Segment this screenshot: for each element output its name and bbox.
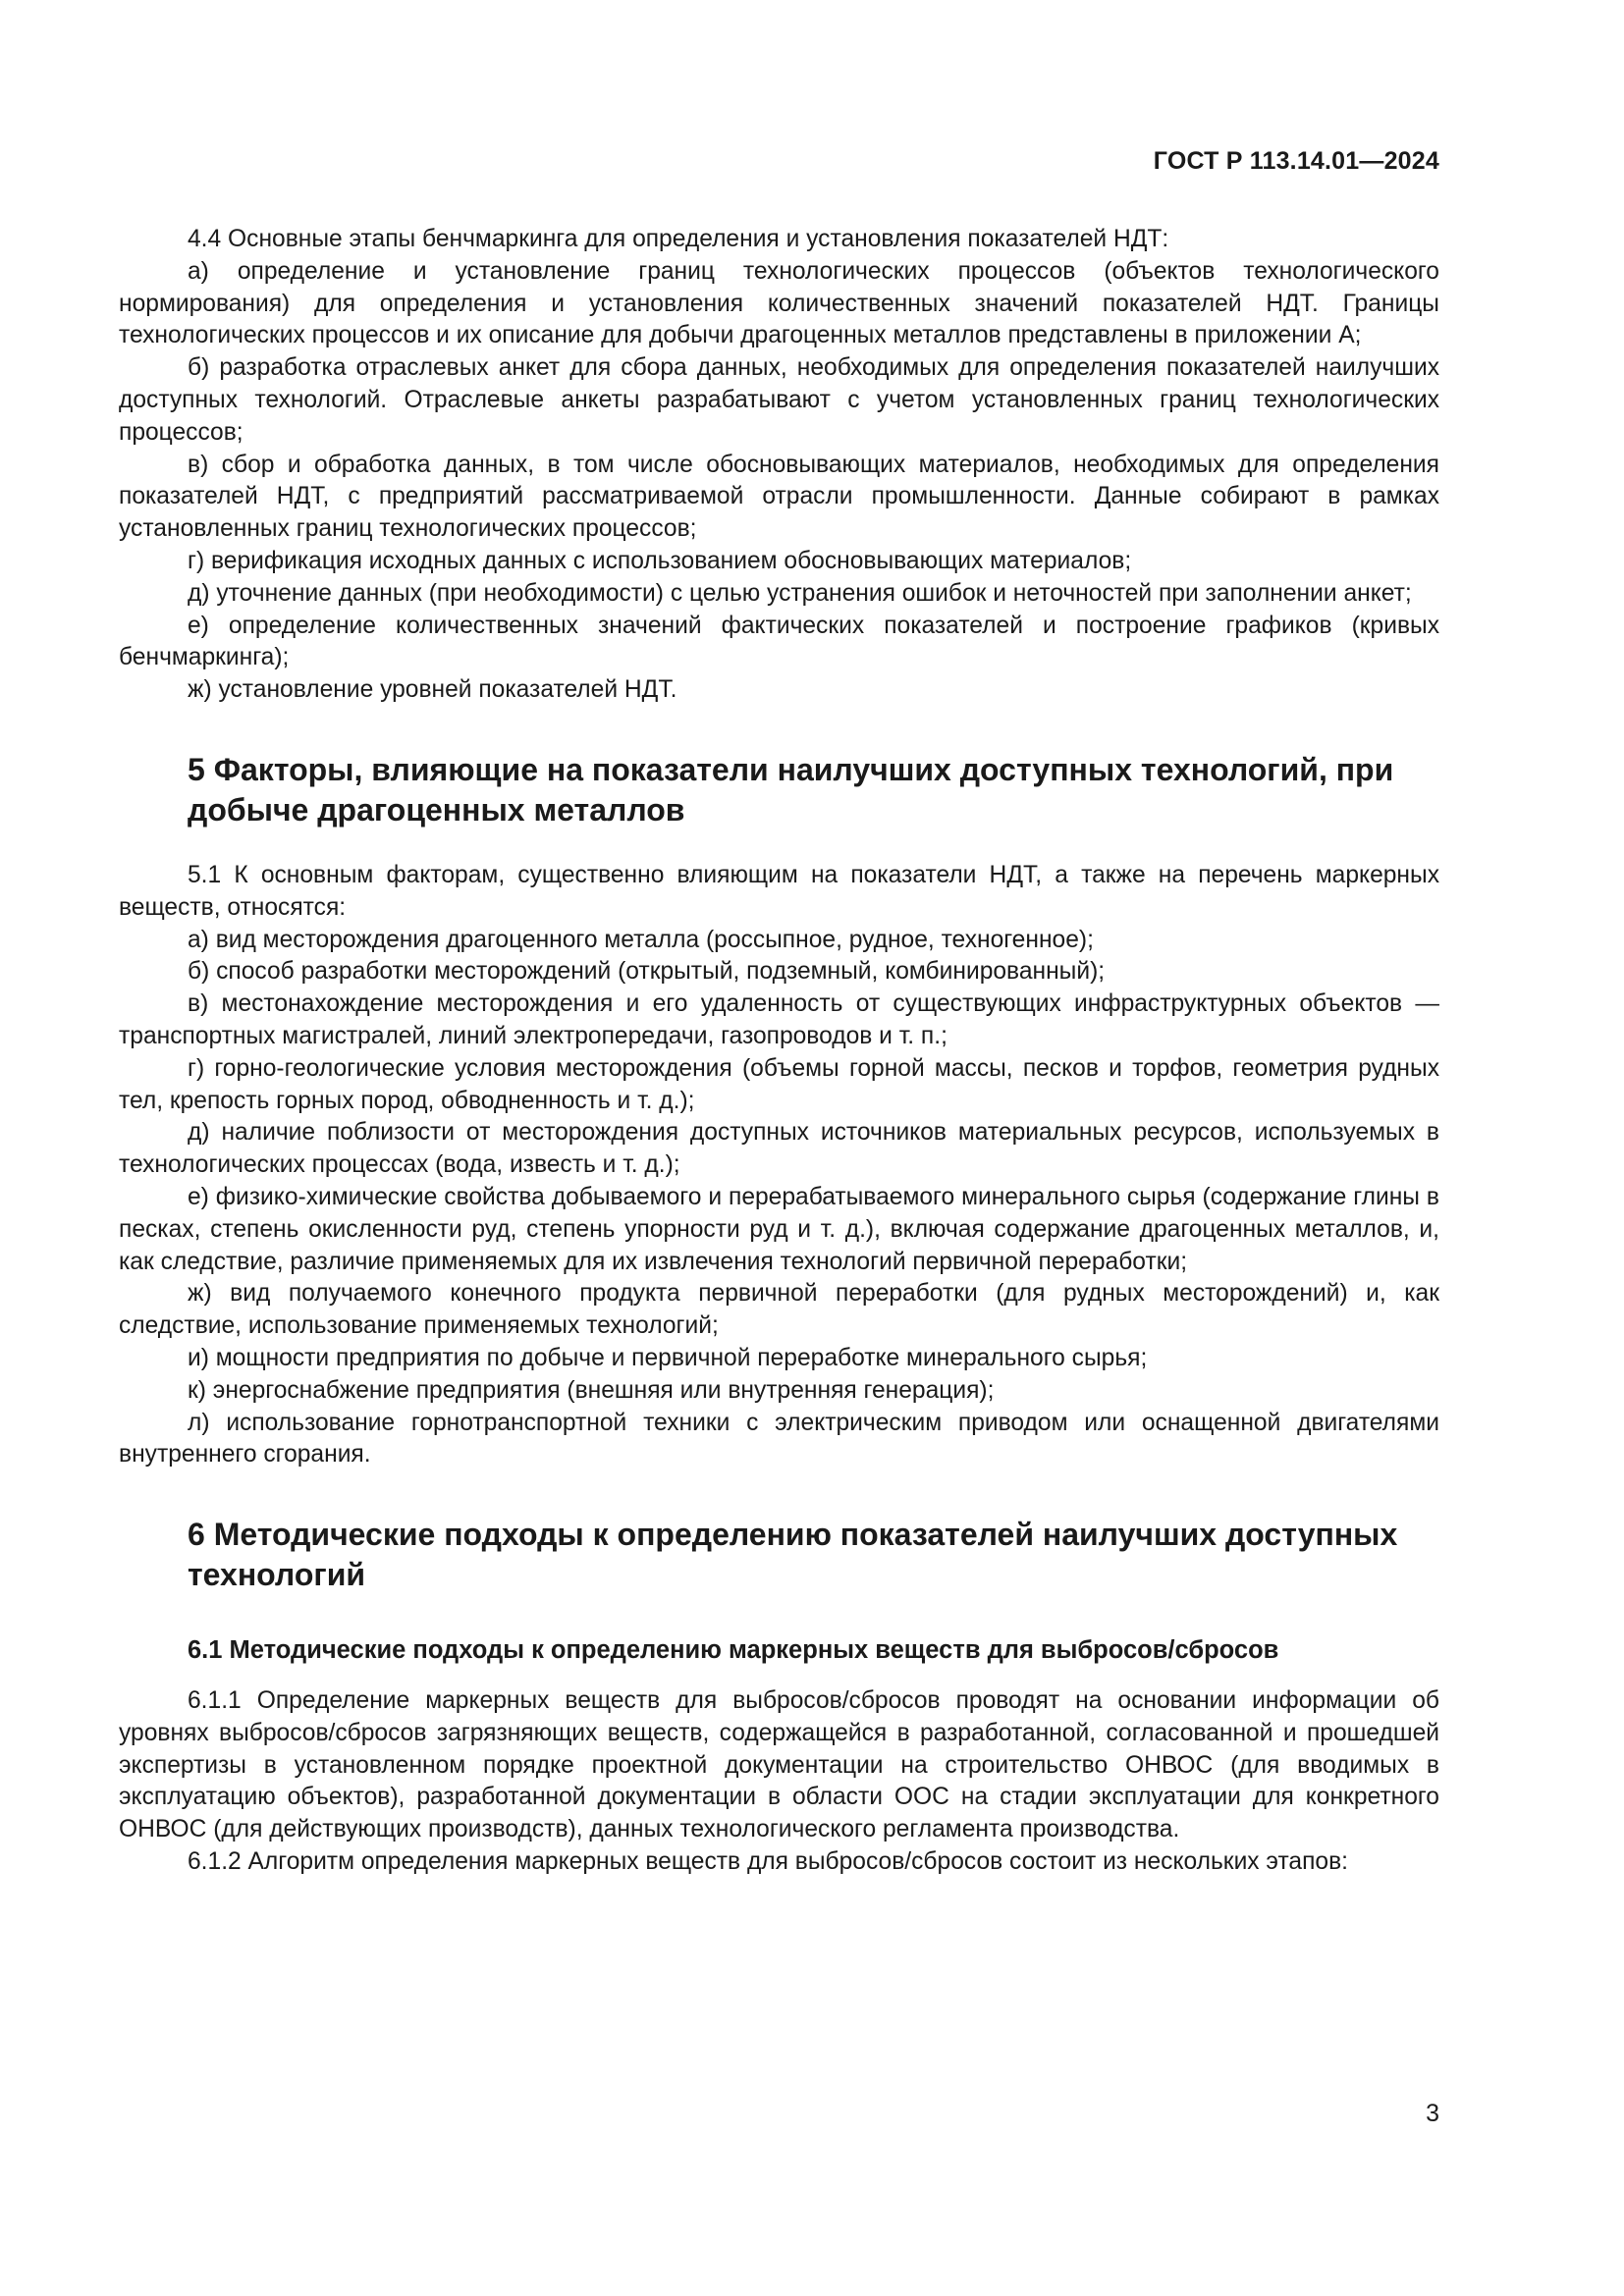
paragraph-6-1-1: 6.1.1 Определение маркерных веществ для выбросов/сбросов проводят на основании информации об уровнях выбросов/сбросов загрязняющих веществ, содержащейся в разработанной, согласованной и прошедшей экспертизы в установленном порядке проектной документации на строительство ОНВОС (для вводимых в эксплуатацию объектов), разработанной документации в области ООС на стадии эксплуатации для конкретного ОНВОС (для действующих производств), данных технологического регламента производства. (119, 1687, 1439, 1843)
list-item-5-1-e: е) физико-химические свойства добываемого и перерабатываемого минерального сырья (содержание глины в песках, степень окисленности руд, степень упорности руд и т. д.), включая содержание драгоценных металлов, и, как следствие, различие применяемых для их извлечения технологий первичной переработки; (119, 1183, 1439, 1275)
section-5-heading: 5 Факторы, влияющие на показатели наилучших доступных технологий, при добыче драгоценных металлов (188, 751, 1394, 828)
list-item-4-4-d: д) уточнение данных (при необходимости) с целью устранения ошибок и неточностей при заполнении анкет; (188, 579, 1412, 607)
list-item-4-4-v: в) сбор и обработка данных, в том числе обосновывающих материалов, необходимых для определения показателей НДТ, с предприятий рассматриваемой отрасли промышленности. Данные собирают в рамках установленных границ технологических процессов; (119, 451, 1439, 543)
paragraph-5-1: 5.1 К основным факторам, существенно влияющим на показатели НДТ, а также на перечень маркерных веществ, относятся: (119, 861, 1439, 921)
list-item-4-4-g: г) верификация исходных данных с использованием обосновывающих материалов; (188, 547, 1132, 574)
list-item-5-1-k: к) энергоснабжение предприятия (внешняя или внутренняя генерация); (188, 1376, 995, 1404)
paragraph-6-1-2: 6.1.2 Алгоритм определения маркерных веществ для выбросов/сбросов состоит из нескольких этапов: (188, 1848, 1349, 1876)
list-item-5-1-l: л) использование горнотранспортной техники с электрическим приводом или оснащенной двигателями внутреннего сгорания. (119, 1409, 1439, 1468)
list-item-5-1-g: г) горно-геологические условия месторождения (объемы горной массы, песков и торфов, геометрия рудных тел, крепость горных пород, обводненность и т. д.); (119, 1054, 1439, 1114)
list-item-5-1-b: б) способ разработки месторождений (открытый, подземный, комбинированный); (188, 958, 1106, 986)
document-body (119, 224, 1439, 1879)
list-item-4-4-e: е) определение количественных значений фактических показателей и построение графиков (кривых бенчмаркинга); (119, 612, 1439, 671)
list-item-5-1-zh: ж) вид получаемого конечного продукта первичной переработки (для рудных месторождений) и, как следствие, использование применяемых технологий; (119, 1280, 1439, 1340)
document-header-id: ГОСТ Р 113.14.01—2024 (1153, 147, 1439, 175)
page-number: 3 (1426, 2100, 1439, 2127)
list-item-5-1-i: и) мощности предприятия по добыче и первичной переработке минерального сырья; (188, 1344, 1148, 1371)
list-item-4-4-a: а) определение и установление границ технологических процессов (объектов технологического нормирования) для определения и установления количественных значений показателей НДТ. Границы технологических процессов и их описание для добычи драгоценных металлов представлены в приложении А; (119, 257, 1439, 349)
list-item-5-1-v: в) местонахождение месторождения и его удаленность от существующих инфраструктурных объектов — транспортных магистралей, линий электропередачи, газопроводов и т. п.; (119, 990, 1439, 1049)
subsection-6-1-heading: 6.1 Методические подходы к определению маркерных веществ для выбросов/сбросов (188, 1636, 1279, 1665)
list-item-4-4-zh: ж) установление уровней показателей НДТ. (188, 676, 677, 704)
paragraph-4-4: 4.4 Основные этапы бенчмаркинга для определения и установления показателей НДТ: (188, 226, 1169, 252)
section-6-heading: 6 Методические подходы к определению показателей наилучших доступных технологий (188, 1517, 1398, 1593)
list-item-5-1-a: а) вид месторождения драгоценного металла (россыпное, рудное, техногенное); (188, 926, 1094, 953)
list-item-4-4-b: б) разработка отраслевых анкет для сбора данных, необходимых для определения показателей наилучших доступных технологий. Отраслевые анкеты разрабатывают с учетом установленных границ технологических процессов; (119, 354, 1439, 446)
list-item-5-1-d: д) наличие поблизости от месторождения доступных источников материальных ресурсов, используемых в технологических процессах (вода, известь и т. д.); (119, 1119, 1439, 1179)
